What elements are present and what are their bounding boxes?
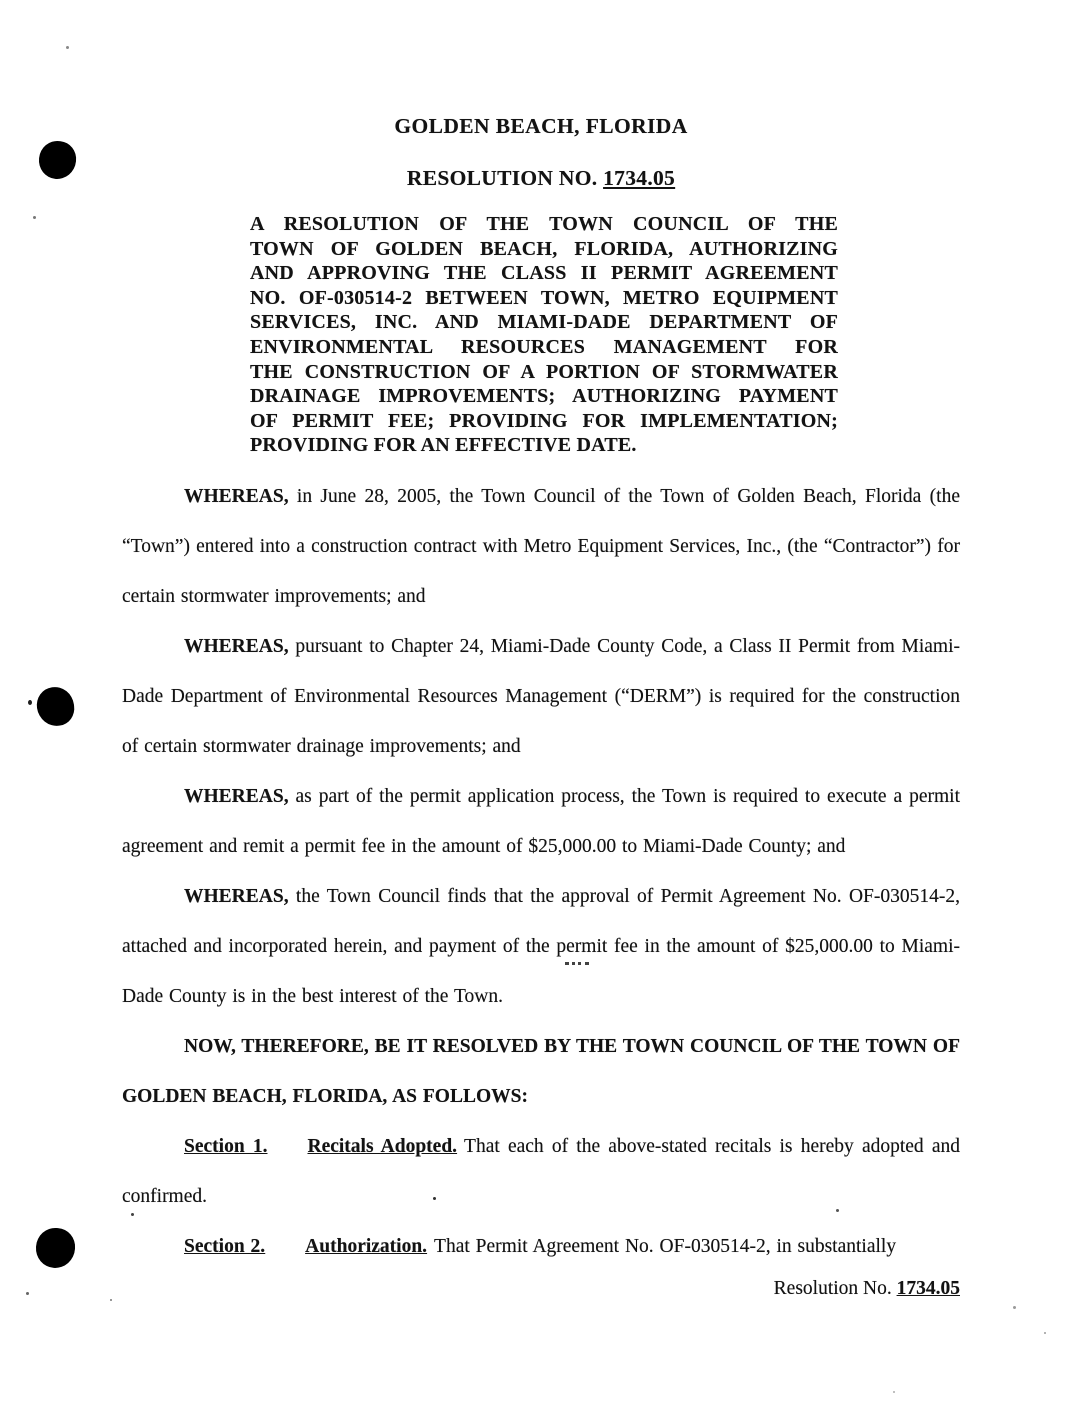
hole-punch-mark — [34, 685, 76, 729]
resolution-title-line: THE CONSTRUCTION OF A PORTION OF STORMWATER — [250, 360, 838, 383]
resolution-number-prefix: RESOLUTION NO. — [406, 166, 604, 190]
scan-speck — [1013, 1306, 1016, 1309]
recital-paragraph-2 — [122, 622, 960, 772]
resolution-number: 1734.05 — [603, 166, 676, 190]
recital-text: as part of the permit application process, the Town is required to execute a permit agreement and remit a permit fee in the amount of $25,000.00 to Miami-Dade County; and — [122, 785, 960, 857]
resolution-title-line: PROVIDING FOR AN EFFECTIVE DATE. — [250, 434, 637, 457]
recital-text: pursuant to Chapter 24, Miami-Dade County Code, a Class II Permit from Miami-Dade Department of Environmental Resources Management (“DERM”) is required for the construction of certain stormwater drainage improvements; and — [122, 635, 960, 757]
resolution-title-line: NO. OF-030514-2 BETWEEN TOWN, METRO EQUIPMENT — [250, 286, 838, 309]
resolution-title-block — [250, 212, 838, 458]
scan-speck — [28, 700, 32, 705]
scan-speck — [110, 1299, 112, 1301]
scan-speck — [33, 216, 36, 219]
section-2-text: That Permit Agreement No. OF-030514-2, in substantially — [434, 1235, 897, 1257]
recital-paragraph-4 — [122, 872, 960, 1022]
section-1-text: That each of the above-stated recitals is hereby adopted and confirmed. — [122, 1135, 961, 1207]
scan-speck — [66, 46, 69, 49]
resolution-title-line: SERVICES, INC. AND MIAMI-DADE DEPARTMENT OF — [250, 311, 838, 334]
resolution-title-line: A RESOLUTION OF THE TOWN COUNCIL OF THE — [250, 213, 838, 235]
section-1-heading: Recitals Adopted. — [307, 1135, 458, 1157]
recital-text: the Town Council finds that the approval of Permit Agreement No. OF-030514-2, attached and incorporated herein, and payment of the permit fee in the amount of $25,000.00 to Miami-Dade County is in the best interest of the Town. — [122, 885, 960, 1007]
whereas-lead: WHEREAS, — [184, 635, 289, 657]
whereas-lead: WHEREAS, — [184, 485, 289, 507]
recital-paragraph-1 — [122, 472, 960, 622]
resolution-title-line: TOWN OF GOLDEN BEACH, FLORIDA, AUTHORIZING — [250, 237, 838, 260]
hole-punch-mark — [35, 1227, 77, 1270]
whereas-lead: WHEREAS, — [184, 885, 289, 907]
whereas-lead: WHEREAS, — [184, 785, 289, 807]
scan-speck — [26, 1292, 29, 1295]
resolution-number-line — [122, 166, 960, 190]
resolution-title-line: AND APPROVING THE CLASS II PERMIT AGREEMENT — [250, 262, 838, 285]
recital-text: in June 28, 2005, the Town Council of the Town of Golden Beach, Florida (the “Town”) entered into a construction contract with Metro Equipment Services, Inc., (the “Contractor”) for certain stormwater improvements; and — [122, 485, 960, 607]
resolution-title-line: OF PERMIT FEE; PROVIDING FOR IMPLEMENTATION; — [250, 409, 838, 432]
recital-paragraph-3 — [122, 772, 960, 872]
resolved-clause: NOW, THEREFORE, BE IT RESOLVED BY THE TOWN COUNCIL OF THE TOWN OF GOLDEN BEACH, FLORIDA, AS FOLLOWS: — [122, 1035, 960, 1107]
section-2-label: Section 2. — [184, 1235, 266, 1257]
section-2-heading: Authorization. — [305, 1235, 428, 1257]
scan-speck — [893, 1391, 895, 1393]
scan-speck — [1044, 1332, 1046, 1334]
resolution-title-line: DRAINAGE IMPROVEMENTS; AUTHORIZING PAYMENT — [250, 385, 838, 408]
footer-resolution-number: 1734.05 — [896, 1277, 960, 1299]
resolution-body — [122, 472, 960, 1272]
hole-punch-mark — [37, 139, 78, 181]
section-1-label: Section 1. — [184, 1135, 268, 1157]
section-2-paragraph — [122, 1222, 960, 1272]
resolution-title-line: ENVIRONMENTAL RESOURCES MANAGEMENT FOR — [250, 335, 838, 358]
footer-resolution-prefix: Resolution No. — [773, 1277, 897, 1299]
page-footer-resolution-number — [122, 1276, 960, 1302]
document-city-header: GOLDEN BEACH, FLORIDA — [394, 114, 688, 138]
document-content — [122, 114, 960, 1302]
section-1-paragraph — [122, 1122, 960, 1222]
